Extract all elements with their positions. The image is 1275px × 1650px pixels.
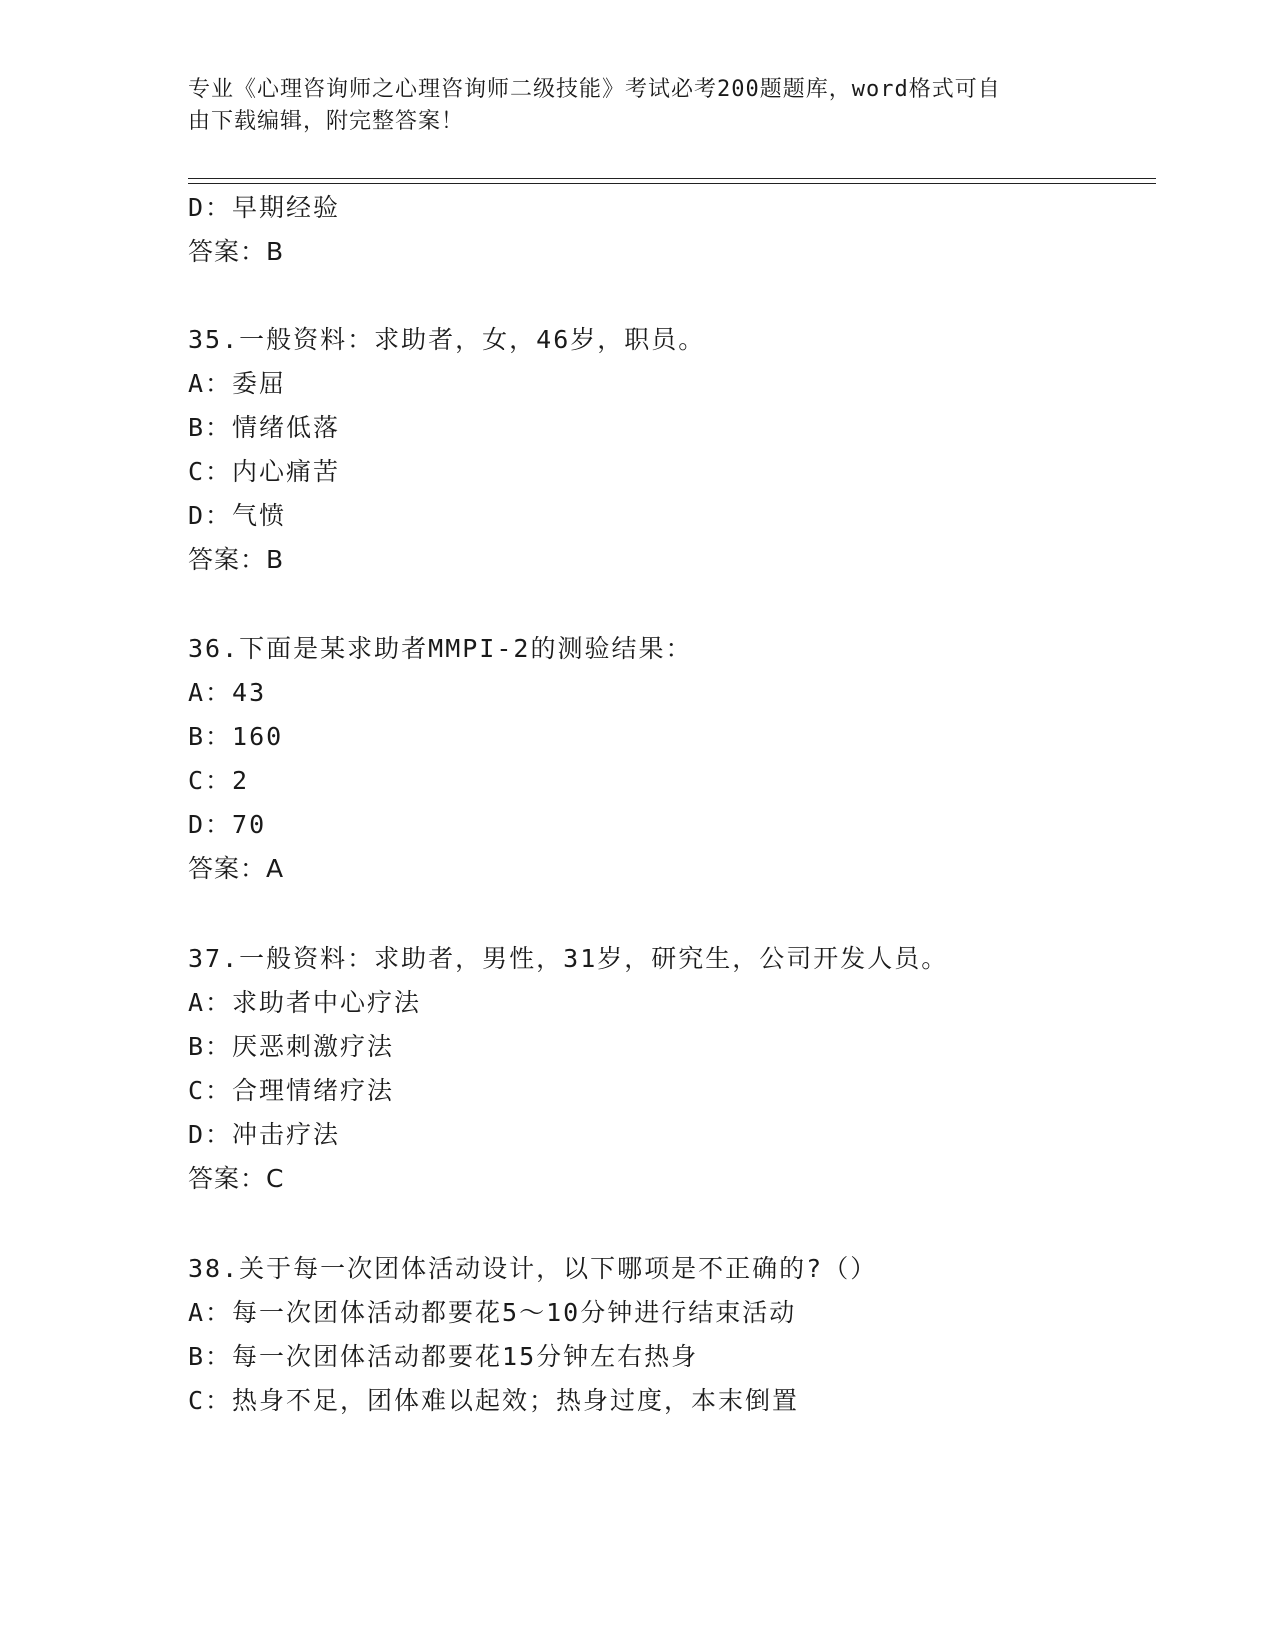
option-line: D：早期经验 <box>188 193 341 222</box>
answer-line: 答案：A <box>188 854 285 883</box>
option-line: D：70 <box>188 810 267 839</box>
header-divider-top <box>188 178 1156 179</box>
option-line: C：内心痛苦 <box>188 457 341 486</box>
question-37: 37.一般资料：求助者，男性，31岁，研究生，公司开发人员。 <box>188 944 949 973</box>
header-line-2: 由下载编辑，附完整答案！ <box>188 109 465 134</box>
option-line: C：合理情绪疗法 <box>188 1076 395 1105</box>
option-line: A：43 <box>188 678 267 707</box>
answer-line: 答案：B <box>188 237 285 266</box>
option-line: B：每一次团体活动都要花15分钟左右热身 <box>188 1342 699 1371</box>
header-divider-bottom <box>188 183 1156 184</box>
option-line: C：2 <box>188 766 250 795</box>
option-line: B：情绪低落 <box>188 413 341 442</box>
option-line: A：每一次团体活动都要花5～10分钟进行结束活动 <box>188 1298 797 1327</box>
option-line: A：委屈 <box>188 369 287 398</box>
answer-line: 答案：B <box>188 545 285 574</box>
answer-line: 答案：C <box>188 1164 285 1193</box>
option-line: D：气愤 <box>188 501 287 530</box>
question-35: 35.一般资料：求助者，女，46岁，职员。 <box>188 325 706 354</box>
document-header <box>188 74 1088 138</box>
option-line: B：160 <box>188 722 284 751</box>
option-line: C：热身不足，团体难以起效；热身过度，本末倒置 <box>188 1386 800 1415</box>
question-36: 36.下面是某求助者MMPI-2的测验结果： <box>188 634 693 663</box>
option-line: A：求助者中心疗法 <box>188 988 422 1017</box>
header-line-1: 专业《心理咨询师之心理咨询师二级技能》考试必考200题题库，word格式可自 <box>188 77 1001 102</box>
question-38: 38.关于每一次团体活动设计，以下哪项是不正确的?（） <box>188 1254 878 1283</box>
option-line: B：厌恶刺激疗法 <box>188 1032 395 1061</box>
option-line: D：冲击疗法 <box>188 1120 341 1149</box>
